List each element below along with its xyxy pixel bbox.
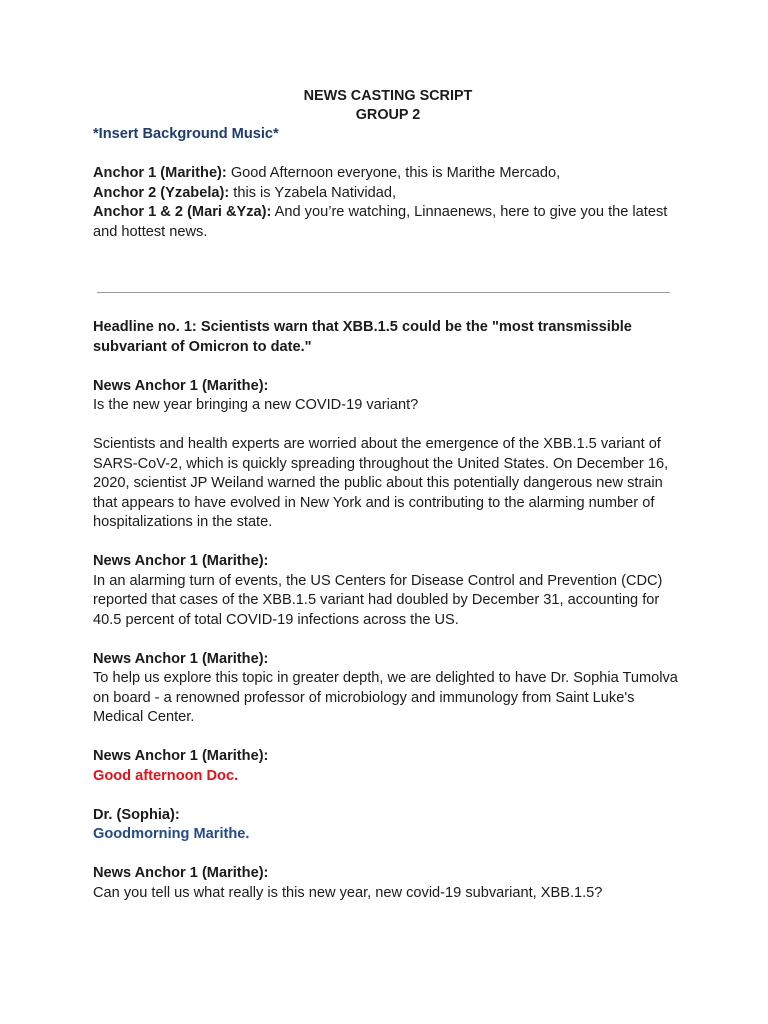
script-block bbox=[93, 650, 683, 728]
news-segment bbox=[93, 318, 683, 903]
intro-line bbox=[93, 203, 683, 242]
section-divider bbox=[97, 292, 670, 293]
block-text: In an alarming turn of events, the US Centers for Disease Control and Prevention (CDC) reported that cases of the XBB.1.5 variant had doubled by December 31, accounting for 40.5 percent of total COVID-19 infections across the US. bbox=[93, 572, 663, 628]
greeting-text: Good afternoon Doc. bbox=[93, 767, 239, 784]
speaker-label: News Anchor 1 (Marithe): bbox=[93, 748, 269, 764]
speaker-label: Anchor 2 (Yzabela): bbox=[93, 184, 230, 201]
reply-text: Goodmorning Marithe. bbox=[93, 826, 250, 842]
intro-line bbox=[93, 184, 683, 204]
intro-lines bbox=[93, 164, 683, 242]
speaker-label: Anchor 1 & 2 (Mari &Yza): bbox=[93, 204, 272, 220]
block-text: Can you tell us what really is this new year, new covid-19 subvariant, XBB.1.5? bbox=[93, 884, 603, 901]
speaker-label: Dr. (Sophia): bbox=[93, 806, 180, 823]
document-subtitle: GROUP 2 bbox=[355, 107, 421, 123]
line-text: And you’re watching, Linnaenews, here to give you the latest and hottest news. bbox=[93, 204, 668, 240]
script-block bbox=[93, 747, 683, 786]
line-text: this is Yzabela Natividad, bbox=[229, 184, 397, 201]
headline bbox=[93, 318, 683, 357]
speaker-label: News Anchor 1 (Marithe): bbox=[93, 650, 269, 667]
document-title: NEWS CASTING SCRIPT bbox=[303, 88, 473, 104]
script-block bbox=[93, 864, 683, 903]
block-text: To help us explore this topic in greater depth, we are delighted to have Dr. Sophia Tumolva on board - a renowned professor of microbiology and immunology from Saint Luke's Medical Center. bbox=[93, 670, 678, 725]
script-block bbox=[93, 435, 683, 533]
block-text: Scientists and health experts are worried about the emergence of the XBB.1.5 variant of SARS-CoV-2, which is quickly spreading throughout the United States. On December 16, 2020, scientist JP Weiland warned the public about this potentially dangerous new strain that appears to have evolved in New York and is contributing to the alarming number of hospitalizations in the state. bbox=[93, 436, 669, 530]
speaker-label: Anchor 1 (Marithe): bbox=[93, 165, 227, 181]
speaker-label: News Anchor 1 (Marithe): bbox=[93, 377, 269, 394]
script-block bbox=[93, 377, 683, 416]
intro-line bbox=[93, 164, 683, 184]
block-text: Is the new year bringing a new COVID-19 variant? bbox=[93, 397, 419, 413]
script-block bbox=[93, 552, 683, 630]
script-intro bbox=[93, 87, 683, 242]
script-block bbox=[93, 806, 683, 845]
speaker-label: News Anchor 1 (Marithe): bbox=[93, 553, 269, 569]
speaker-label: News Anchor 1 (Marithe): bbox=[93, 865, 269, 881]
headline-text: Headline no. 1: Scientists warn that XBB.1.5 could be the "most transmissible subvariant of Omicron to date." bbox=[93, 319, 632, 355]
line-text: Good Afternoon everyone, this is Marithe Mercado, bbox=[226, 165, 561, 181]
music-cue: *Insert Background Music* bbox=[93, 126, 279, 142]
